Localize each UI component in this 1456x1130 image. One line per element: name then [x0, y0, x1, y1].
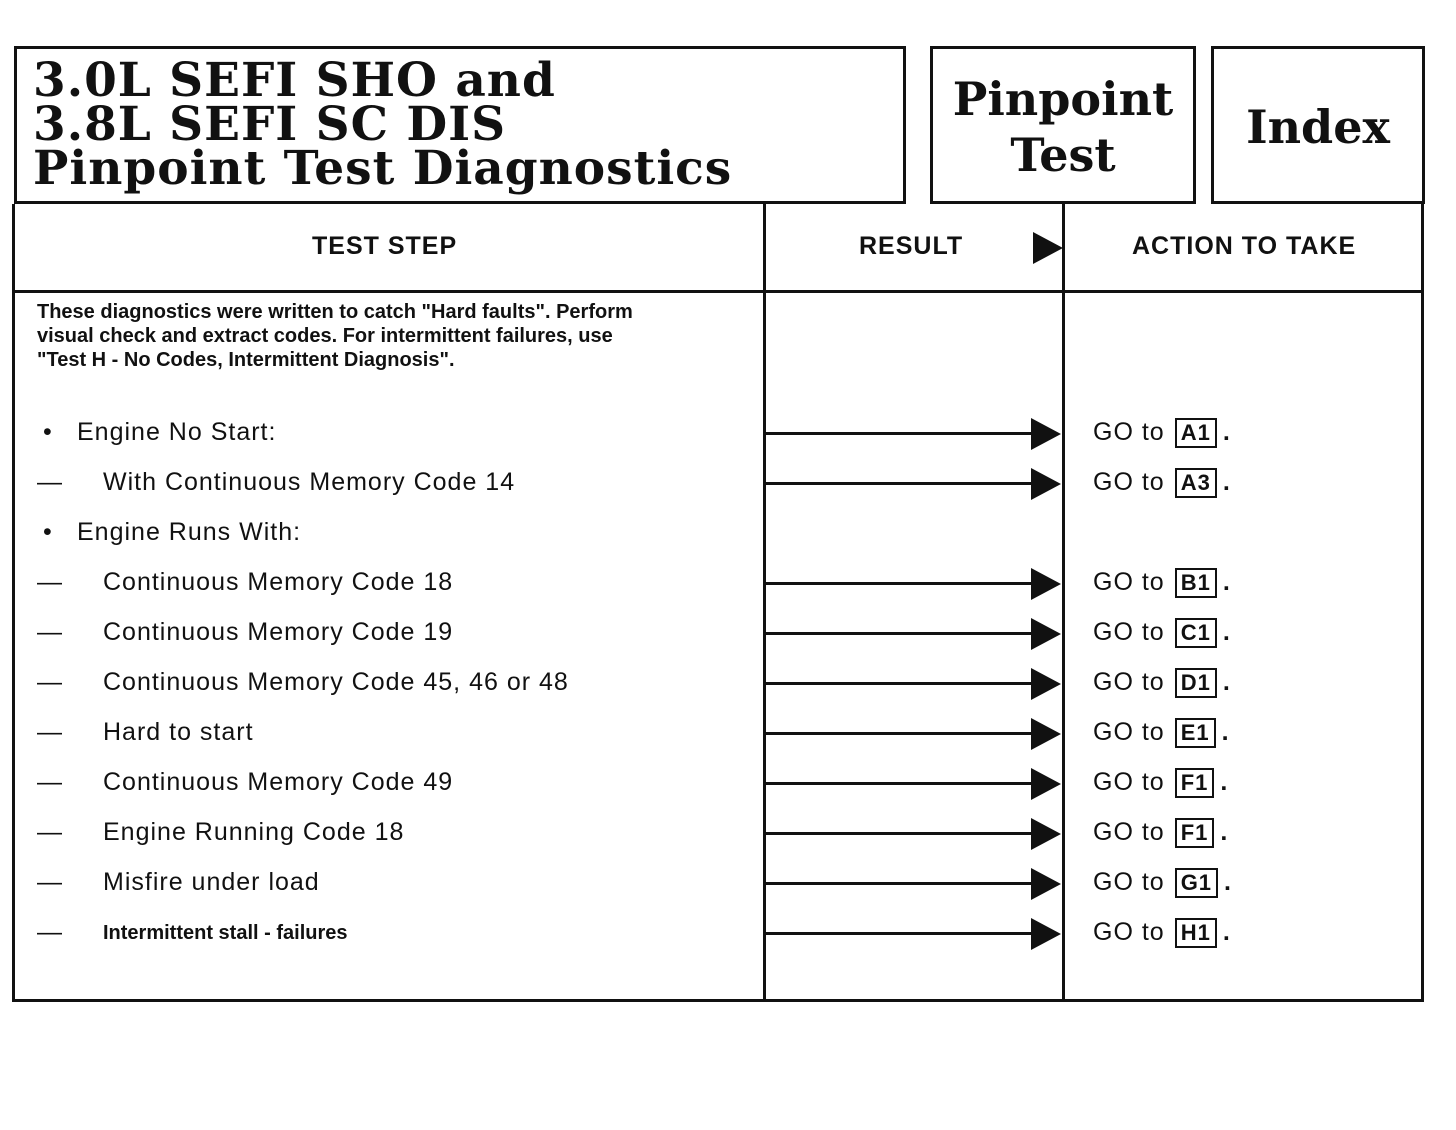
- title-line-3: Pinpoint Test Diagnostics: [33, 141, 733, 196]
- pinpoint-test-button[interactable]: [930, 46, 1196, 204]
- go-to-text: GO to: [1093, 868, 1165, 896]
- action-go-to: [1093, 568, 1231, 598]
- arrow-right-icon: [1031, 668, 1061, 700]
- pinpoint-label-line-2: Test: [1010, 128, 1116, 182]
- table-row: [15, 464, 1424, 504]
- period: .: [1220, 818, 1229, 846]
- table-row: [15, 714, 1424, 754]
- header-result: RESULT: [859, 232, 964, 260]
- table-row: [15, 564, 1424, 604]
- go-to-text: GO to: [1093, 718, 1165, 746]
- action-go-to: [1093, 418, 1231, 448]
- test-step-text: Intermittent stall - failures: [103, 922, 348, 944]
- test-step-text: Engine Runs With:: [77, 518, 302, 546]
- dash-marker: —: [37, 768, 62, 796]
- period: .: [1220, 768, 1229, 796]
- arrow-right-icon: [1031, 418, 1061, 450]
- go-to-text: GO to: [1093, 418, 1165, 446]
- go-to-text: GO to: [1093, 618, 1165, 646]
- header-action-to-take: ACTION TO TAKE: [1132, 232, 1357, 260]
- step-link-f1[interactable]: F1: [1175, 818, 1215, 848]
- arrow-right-icon: [1031, 818, 1061, 850]
- test-step-text: With Continuous Memory Code 14: [103, 468, 516, 496]
- result-arrow-line: [766, 932, 1046, 935]
- intro-line-3: "Test H - No Codes, Intermittent Diagnosis".: [37, 349, 455, 371]
- index-button[interactable]: [1211, 46, 1425, 204]
- test-step-text: Misfire under load: [103, 868, 320, 896]
- step-link-f1[interactable]: F1: [1175, 768, 1215, 798]
- bullet-marker: •: [43, 518, 52, 546]
- dash-marker: —: [37, 668, 62, 696]
- arrow-right-icon: [1031, 618, 1061, 650]
- result-arrow-line: [766, 432, 1046, 435]
- dash-marker: —: [37, 868, 62, 896]
- table-row: [15, 664, 1424, 704]
- dash-marker: —: [37, 718, 62, 746]
- go-to-text: GO to: [1093, 818, 1165, 846]
- pinpoint-label-line-1: Pinpoint: [952, 72, 1174, 126]
- title-line-2: 3.8L SEFI SC DIS: [33, 97, 507, 152]
- period: .: [1224, 868, 1232, 896]
- table-row: [15, 514, 1424, 554]
- intro-line-2: visual check and extract codes. For intermittent failures, use: [37, 325, 613, 347]
- table-row: [15, 614, 1424, 654]
- action-go-to: [1093, 918, 1231, 948]
- period: .: [1222, 668, 1231, 696]
- header-divider: [15, 290, 1421, 293]
- go-to-text: GO to: [1093, 768, 1165, 796]
- period: .: [1222, 918, 1231, 946]
- result-arrow-line: [766, 732, 1046, 735]
- arrow-right-icon: [1031, 868, 1061, 900]
- arrow-right-icon: [1031, 568, 1061, 600]
- step-link-a1[interactable]: A1: [1175, 418, 1217, 448]
- result-arrow-line: [766, 882, 1046, 885]
- table-row: [15, 914, 1424, 954]
- period: .: [1222, 618, 1231, 646]
- action-go-to: [1093, 468, 1231, 498]
- arrow-right-icon: [1031, 918, 1061, 950]
- result-arrow-line: [766, 682, 1046, 685]
- arrow-right-icon: [1031, 768, 1061, 800]
- test-step-text: Hard to start: [103, 718, 254, 746]
- result-arrow-line: [766, 782, 1046, 785]
- test-step-text: Continuous Memory Code 45, 46 or 48: [103, 668, 569, 696]
- step-link-d1[interactable]: D1: [1175, 668, 1217, 698]
- step-link-c1[interactable]: C1: [1175, 618, 1217, 648]
- test-step-text: Continuous Memory Code 18: [103, 568, 454, 596]
- result-arrow-line: [766, 832, 1046, 835]
- period: .: [1221, 718, 1230, 746]
- result-arrow-line: [766, 632, 1046, 635]
- diagnostic-table: [12, 204, 1424, 1002]
- document-title-box: [14, 46, 906, 204]
- step-link-g1[interactable]: G1: [1175, 868, 1218, 898]
- action-go-to: [1093, 718, 1230, 748]
- header-arrow-icon: [1033, 232, 1063, 264]
- action-go-to: [1093, 818, 1228, 848]
- arrow-right-icon: [1031, 468, 1061, 500]
- action-go-to: [1093, 668, 1231, 698]
- test-step-text: Continuous Memory Code 19: [103, 618, 454, 646]
- test-step-text: Engine Running Code 18: [103, 818, 405, 846]
- dash-marker: —: [37, 918, 62, 946]
- action-go-to: [1093, 618, 1231, 648]
- dash-marker: —: [37, 618, 62, 646]
- step-link-e1[interactable]: E1: [1175, 718, 1216, 748]
- intro-line-1: These diagnostics were written to catch "Hard faults". Perform: [37, 301, 633, 323]
- go-to-text: GO to: [1093, 468, 1165, 496]
- period: .: [1222, 468, 1231, 496]
- dash-marker: —: [37, 468, 62, 496]
- bullet-marker: •: [43, 418, 52, 446]
- header-test-step: TEST STEP: [312, 232, 458, 260]
- result-arrow-line: [766, 582, 1046, 585]
- index-label: Index: [1246, 100, 1390, 154]
- test-step-text: Engine No Start:: [77, 418, 277, 446]
- test-step-text: Continuous Memory Code 49: [103, 768, 454, 796]
- action-go-to: [1093, 868, 1232, 898]
- go-to-text: GO to: [1093, 918, 1165, 946]
- table-row: [15, 814, 1424, 854]
- period: .: [1222, 418, 1231, 446]
- go-to-text: GO to: [1093, 568, 1165, 596]
- go-to-text: GO to: [1093, 668, 1165, 696]
- result-arrow-line: [766, 482, 1046, 485]
- action-go-to: [1093, 768, 1228, 798]
- title-line-1: 3.0L SEFI SHO and: [33, 53, 556, 108]
- step-link-b1[interactable]: B1: [1175, 568, 1217, 598]
- pinpoint-test-label: [933, 71, 1193, 183]
- dash-marker: —: [37, 568, 62, 596]
- period: .: [1222, 568, 1231, 596]
- dash-marker: —: [37, 818, 62, 846]
- table-row: [15, 764, 1424, 804]
- step-link-h1[interactable]: H1: [1175, 918, 1217, 948]
- intro-paragraph: [37, 300, 737, 372]
- arrow-right-icon: [1031, 718, 1061, 750]
- step-link-a3[interactable]: A3: [1175, 468, 1217, 498]
- table-row: [15, 414, 1424, 454]
- table-row: [15, 864, 1424, 904]
